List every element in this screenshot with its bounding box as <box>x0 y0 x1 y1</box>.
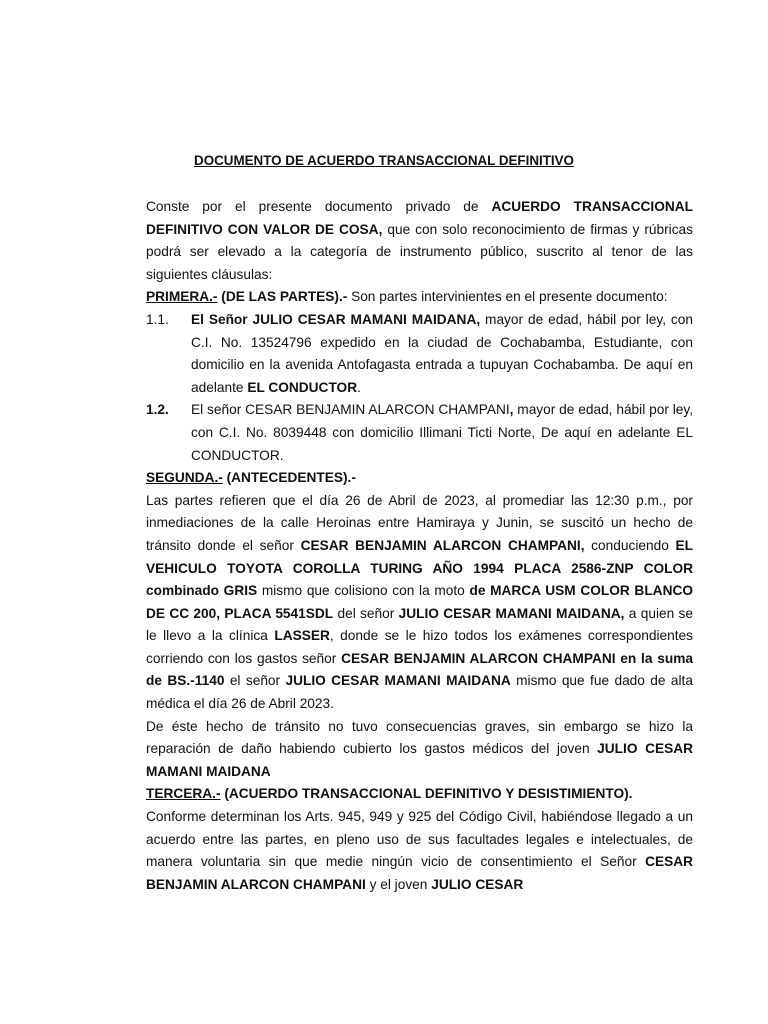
intro-bold-1: ACUERDO TRANSACCIONAL DEFINITIVO CON VALOR DE COSA, <box>146 199 693 237</box>
primera-text: Son partes intervinientes en el presente documento: <box>347 289 668 305</box>
segunda-bold-1: CESAR BENJAMIN ALARCON CHAMPANI, <box>300 537 585 553</box>
segunda-text-3: mismo que colisiono con la moto <box>257 583 470 599</box>
primera-heading: PRIMERA.- <box>146 289 218 305</box>
segunda-bold-6: CESAR BENJAMIN ALARCON CHAMPANI en la suma de BS.-1140 <box>146 650 693 689</box>
item-1-2-text-2: mayor de edad, hábil por ley, con C.I. No. 8039448 con domicilio Illimani Ticti Norte, De aquí en adelante EL CONDUCTOR. <box>191 402 693 463</box>
segunda-p2-text-1: De éste hecho de tránsito no tuvo consecuencias graves, sin embargo se hizo la reparación de daño habiendo cubierto los gastos médicos del joven <box>146 718 693 757</box>
segunda-bold-7: JULIO CESAR MAMANI MAIDANA <box>285 673 511 689</box>
segunda-bold-5: LASSER <box>274 628 330 644</box>
intro-text-2: que con solo reconocimiento de firmas y rúbricas podrá ser elevado a la categoría de instrumento público, suscrito al tenor de las siguientes cláusulas: <box>146 221 694 282</box>
item-1-1-bold-2: EL CONDUCTOR <box>247 379 358 395</box>
item-1-1-text-1: mayor de edad, hábil por ley, con C.I. No. 13524796 expedido en la ciudad de Cochabamba, Estudiante, con domicilio en la avenida Antofagasta entrada a tupuyan Cochabamba. De aquí en adelante <box>191 311 693 395</box>
tercera-text-1: Conforme determinan los Arts. 945, 949 y 925 del Código Civil, habiéndose llegado a un acuerdo entre las partes, en pleno uso de sus facultades legales e intelectuales, de manera voluntaria sin que medie ningún vicio de consentimiento el Señor <box>146 809 693 870</box>
segunda-text-2: conduciendo <box>584 537 676 553</box>
item-number: 1.1. <box>146 311 169 327</box>
tercera-heading: TERCERA.- <box>146 786 221 802</box>
segunda-paragraph-1 <box>146 490 693 716</box>
segunda-text-1: Las partes refieren que el día 26 de Abril de 2023, al promediar las 12:30 p.m., por inmediaciones de la calle Heroinas entre Hamiraya y Junin, se suscitó un hecho de tránsito donde el señor <box>146 492 693 553</box>
segunda-text-6: , donde se le hizo todos los exámenes correspondientes corriendo con los gastos señor <box>146 628 693 666</box>
item-number: 1.2. <box>146 402 169 418</box>
tercera-subheading: (ACUERDO TRANSACCIONAL DEFINITIVO Y DESISTIMIENTO). <box>220 786 633 802</box>
primera-subheading: (DE LAS PARTES).- <box>217 289 348 305</box>
segunda-p2-bold-1: JULIO CESAR MAMANI MAIDANA <box>146 741 693 779</box>
item-1-1-bold-1: El Señor JULIO CESAR MAMANI MAIDANA, <box>191 311 481 327</box>
clause-item-1-1 <box>146 309 693 399</box>
primera-paragraph <box>146 286 693 309</box>
segunda-text-4: del señor <box>333 605 399 621</box>
tercera-paragraph-1 <box>146 806 693 896</box>
intro-paragraph <box>146 196 693 286</box>
segunda-bold-2: EL VEHICULO TOYOTA COROLLA TURING AÑO 1994 PLACA 2586-ZNP COLOR combinado GRIS <box>146 537 693 599</box>
segunda-bold-3: de MARCA USM COLOR BLANCO DE CC 200, PLACA 5541SDL <box>146 583 693 621</box>
segunda-paragraph-2 <box>146 716 693 784</box>
item-1-1-text-2: . <box>357 379 361 395</box>
clause-item-1-2 <box>146 399 693 467</box>
segunda-heading-line <box>146 467 693 490</box>
segunda-bold-4: JULIO CESAR MAMANI MAIDANA, <box>398 605 625 621</box>
tercera-heading-line <box>146 783 693 806</box>
item-1-2-text-1: El señor CESAR BENJAMIN ALARCON CHAMPANI <box>191 402 510 418</box>
tercera-text-2: y el joven <box>365 876 432 892</box>
segunda-text-5: a quien se le llevo a la clínica <box>146 605 693 644</box>
document-body <box>146 196 693 896</box>
tercera-bold-2: JULIO CESAR <box>431 876 524 892</box>
item-1-2-bold-1: , <box>509 402 514 418</box>
segunda-heading: SEGUNDA.- <box>146 470 223 486</box>
tercera-bold-1: CESAR BENJAMIN ALARCON CHAMPANI <box>146 854 693 892</box>
document-title: DOCUMENTO DE ACUERDO TRANSACCIONAL DEFINITIVO <box>194 153 574 168</box>
segunda-subheading: (ANTECEDENTES).- <box>222 470 356 486</box>
intro-text-1: Conste por el presente documento privado de <box>146 199 492 214</box>
segunda-text-8: mismo que fue dado de alta médica el día 26 de Abril 2023. <box>146 673 693 712</box>
segunda-text-7: el señor <box>224 673 286 689</box>
